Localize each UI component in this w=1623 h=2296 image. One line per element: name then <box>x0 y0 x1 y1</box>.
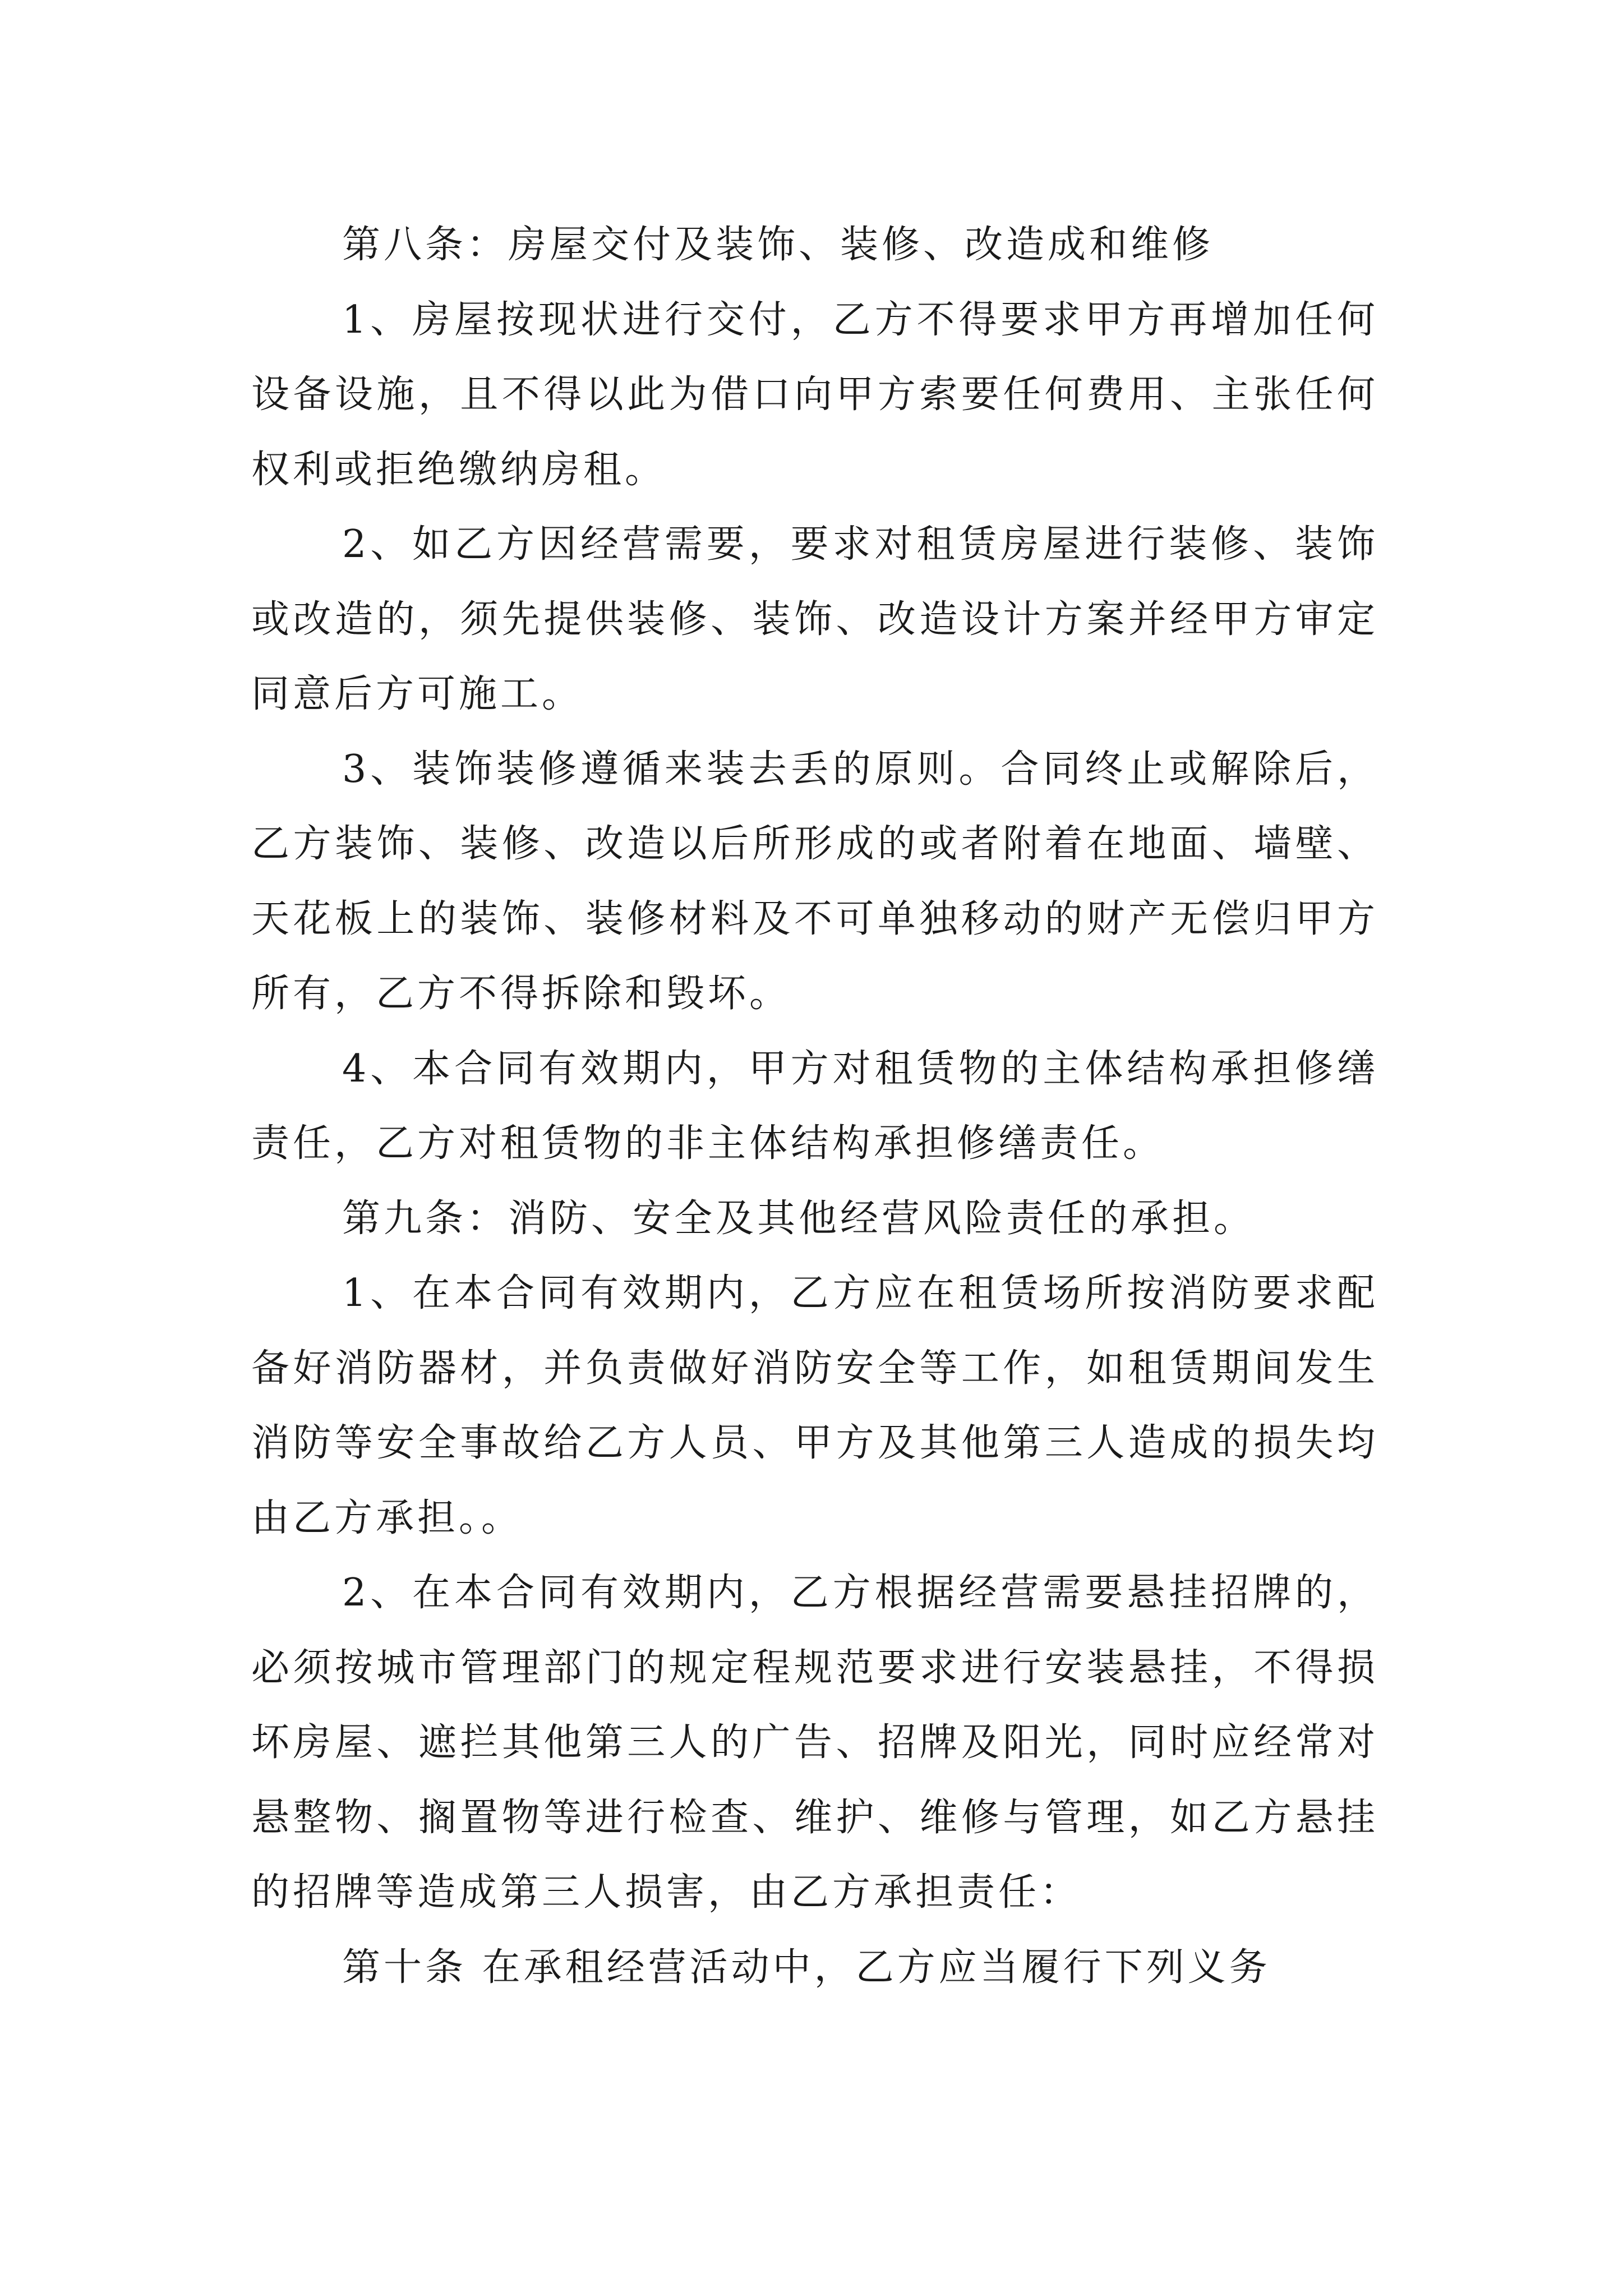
article-8-clause-4: 4、本合同有效期内，甲方对租赁物的主体结构承担修缮责任，乙方对租赁物的非主体结构承担修缮责任。 <box>251 1046 1378 1166</box>
article-8-clause-3: 3、装饰装修遵循来装去丢的原则。合同终止或解除后，乙方装饰、装修、改造以后所形成的或者附着在地面、墙壁、天花板上的装饰、装修材料及不可单独移动的财产无偿归甲方所有，乙方不得拆除和毁坏。 <box>251 747 1378 1016</box>
document-page <box>251 208 1378 2005</box>
article-8-clause-2: 2、如乙方因经营需要，要求对租赁房屋进行装修、装饰或改造的，须先提供装修、装饰、改造设计方案并经甲方审定同意后方可施工。 <box>251 522 1378 716</box>
article-8-clause-1: 1、房屋按现状进行交付，乙方不得要求甲方再增加任何设备设施，且不得以此为借口向甲方索要任何费用、主张任何权利或拒绝缴纳房租。 <box>251 297 1378 492</box>
article-8-heading: 第八条：房屋交付及装饰、装修、改造成和维修 <box>342 223 1214 267</box>
article-10-heading: 第十条 在承租经营活动中，乙方应当履行下列义务 <box>342 1945 1271 1990</box>
article-9-clause-2: 2、在本合同有效期内，乙方根据经营需要悬挂招牌的，必须按城市管理部门的规定程规范要求进行安装悬挂，不得损坏房屋、遮拦其他第三人的广告、招牌及阳光，同时应经常对悬整物、搁置物等进行检查、维护、维修与管理，如乙方悬挂的招牌等造成第三人损害，由乙方承担责任： <box>251 1571 1378 1915</box>
article-9-heading: 第九条：消防、安全及其他经营风险责任的承担。 <box>342 1196 1256 1241</box>
article-9-clause-1: 1、在本合同有效期内，乙方应在租赁场所按消防要求配备好消防器材，并负责做好消防安全等工作，如租赁期间发生消防等安全事故给乙方人员、甲方及其他第三人造成的损失均由乙方承担。。 <box>251 1271 1378 1540</box>
